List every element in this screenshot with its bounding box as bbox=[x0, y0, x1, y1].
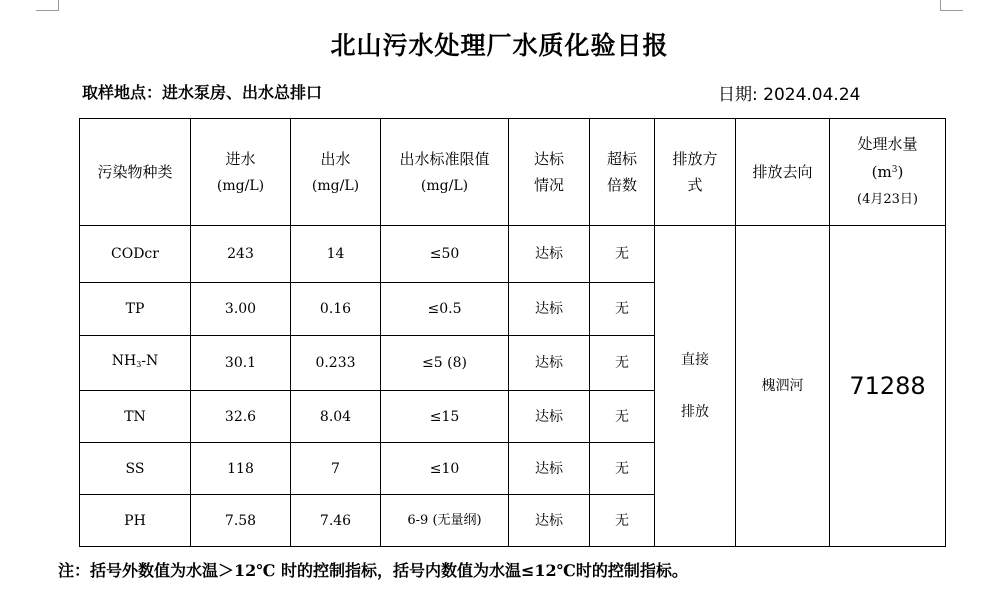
effluent-value: 7.46 bbox=[291, 495, 381, 547]
report-date: 日期: 2024.04.24 bbox=[718, 85, 861, 105]
corner-mark-right bbox=[940, 0, 963, 11]
discharge-method: 直接 排放 bbox=[655, 226, 736, 547]
status-value: 达标 bbox=[509, 391, 590, 443]
pollutant-name: CODcr bbox=[80, 226, 191, 283]
influent-value: 243 bbox=[191, 226, 291, 283]
status-value: 达标 bbox=[509, 226, 590, 283]
status-value: 达标 bbox=[509, 336, 590, 391]
header-exceed: 超标 倍数 bbox=[590, 119, 655, 226]
effluent-value: 8.04 bbox=[291, 391, 381, 443]
effluent-value: 7 bbox=[291, 443, 381, 495]
influent-value: 3.00 bbox=[191, 283, 291, 336]
limit-value: ≤15 bbox=[381, 391, 509, 443]
limit-value: ≤0.5 bbox=[381, 283, 509, 336]
exceed-value: 无 bbox=[590, 391, 655, 443]
header-limit: 出水标准限值 (mg/L) bbox=[381, 119, 509, 226]
table-row bbox=[80, 226, 946, 283]
pollutant-name: TP bbox=[80, 283, 191, 336]
status-value: 达标 bbox=[509, 283, 590, 336]
influent-value: 118 bbox=[191, 443, 291, 495]
influent-value: 32.6 bbox=[191, 391, 291, 443]
exceed-value: 无 bbox=[590, 495, 655, 547]
limit-value: ≤50 bbox=[381, 226, 509, 283]
effluent-value: 0.16 bbox=[291, 283, 381, 336]
pollutant-name: PH bbox=[80, 495, 191, 547]
limit-value: 6-9 (无量纲) bbox=[381, 495, 509, 547]
exceed-value: 无 bbox=[590, 283, 655, 336]
report-title: 北山污水处理厂水质化验日报 bbox=[330, 31, 669, 60]
header-row bbox=[80, 119, 946, 226]
water-quality-table bbox=[79, 118, 946, 547]
header-pollutant: 污染物种类 bbox=[80, 119, 191, 226]
discharge-destination: 槐泗河 bbox=[736, 226, 830, 547]
footnote: 注：括号外数值为水温＞12℃ 时的控制指标，括号内数值为水温≤12℃时的控制指标。 bbox=[58, 561, 688, 580]
header-influent: 进水 (mg/L) bbox=[191, 119, 291, 226]
effluent-value: 0.233 bbox=[291, 336, 381, 391]
pollutant-name: SS bbox=[80, 443, 191, 495]
header-status: 达标 情况 bbox=[509, 119, 590, 226]
influent-value: 7.58 bbox=[191, 495, 291, 547]
pollutant-name: TN bbox=[80, 391, 191, 443]
header-method: 排放方 式 bbox=[655, 119, 736, 226]
exceed-value: 无 bbox=[590, 336, 655, 391]
pollutant-name: $NH_3-N$ bbox=[80, 336, 191, 391]
limit-value: ≤5 (8) bbox=[381, 336, 509, 391]
header-destination: 排放去向 bbox=[736, 119, 830, 226]
header-effluent: 出水 (mg/L) bbox=[291, 119, 381, 226]
effluent-value: 14 bbox=[291, 226, 381, 283]
sampling-location: 取样地点：进水泵房、出水总排口 bbox=[82, 83, 323, 102]
status-value: 达标 bbox=[509, 443, 590, 495]
exceed-value: 无 bbox=[590, 226, 655, 283]
status-value: 达标 bbox=[509, 495, 590, 547]
exceed-value: 无 bbox=[590, 443, 655, 495]
header-volume: 处理水量 $(m^3)$ (4月23日) bbox=[830, 119, 946, 226]
treated-volume: 71288 bbox=[830, 226, 946, 547]
limit-value: ≤10 bbox=[381, 443, 509, 495]
influent-value: 30.1 bbox=[191, 336, 291, 391]
corner-mark-left bbox=[36, 0, 59, 11]
